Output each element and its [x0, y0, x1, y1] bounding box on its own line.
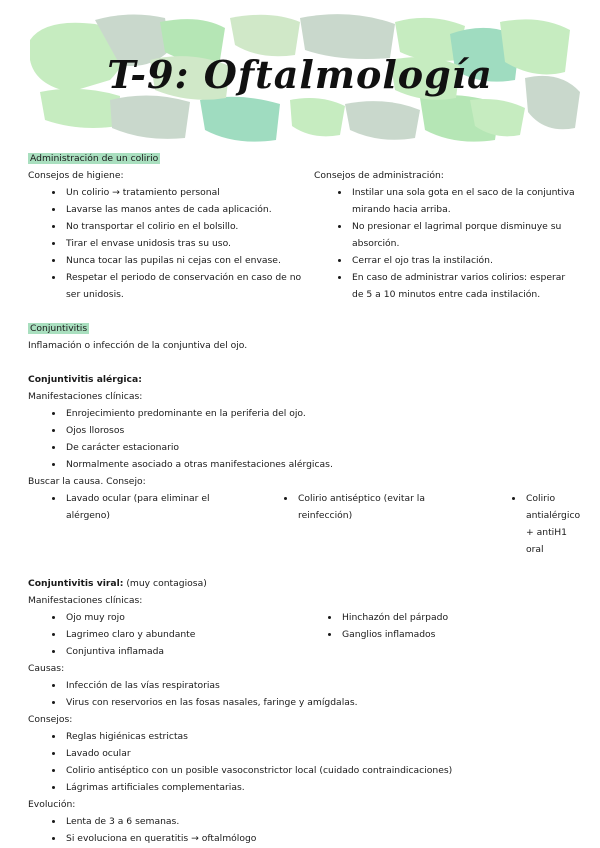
higiene-label: Consejos de higiene: — [28, 170, 124, 181]
viral-causas-list — [28, 677, 576, 711]
list-item: • Conjuntiva inflamada — [64, 643, 300, 660]
viral-consejos-label: Consejos: — [28, 714, 73, 725]
admin-label: Consejos de administración: — [314, 170, 444, 181]
list-item: • Virus con reservorios en las fosas nasales, faringe y amígdalas. — [64, 694, 576, 711]
list-item: • Ojo muy rojo — [64, 609, 300, 626]
viral-causas-label: Causas: — [28, 663, 65, 674]
list-item: • Infección de las vías respiratorias — [64, 677, 576, 694]
viral-consejos-list — [28, 728, 576, 796]
list-item: • Reglas higiénicas estrictas — [64, 728, 576, 745]
list-item: • No presionar el lagrimal porque disminuye su absorción. — [350, 218, 576, 252]
list-item: • Nunca tocar las pupilas ni cejas con el envase. — [64, 252, 314, 269]
list-item: • Ganglios inflamados — [340, 626, 576, 643]
alergica-consejos — [28, 490, 581, 558]
list-item: • Colirio antiséptico con un posible vasoconstrictor local (cuidado contraindicaciones) — [64, 762, 576, 779]
list-item: • Lavarse las manos antes de cada aplicación. — [64, 201, 314, 218]
list-item: • Lágrimas artificiales complementarias. — [64, 779, 576, 796]
alergica-manif-list — [28, 405, 576, 473]
list-item: • Lenta de 3 a 6 semanas. — [64, 813, 576, 830]
alergica-manif-label: Manifestaciones clínicas: — [28, 391, 143, 402]
document-body — [28, 150, 581, 847]
admin-list — [314, 184, 576, 303]
alergica-heading: Conjuntivitis alérgica: — [28, 374, 142, 385]
list-item: • Hinchazón del párpado — [340, 609, 576, 626]
list-item: • Ojos llorosos — [64, 422, 576, 439]
higiene-list — [28, 184, 314, 303]
list-item: • Lavado ocular — [64, 745, 576, 762]
viral-manif-label: Manifestaciones clínicas: — [28, 595, 143, 606]
list-item: • Colirio antiséptico (evitar la reinfección) — [296, 490, 448, 524]
list-item: • Colirio antialérgico + antiH1 oral — [524, 490, 580, 558]
list-item: • Normalmente asociado a otras manifestaciones alérgicas. — [64, 456, 576, 473]
viral-evolucion-label: Evolución: — [28, 799, 76, 810]
list-item: • Enrojecimiento predominante en la periferia del ojo. — [64, 405, 576, 422]
viral-evolucion-list — [28, 813, 576, 847]
list-item: • No transportar el colirio en el bolsillo. — [64, 218, 314, 235]
page-title: T-9: Oftalmología — [107, 52, 493, 97]
list-item: • Respetar el periodo de conservación en caso de no ser unidosis. — [64, 269, 314, 303]
list-item: • De carácter estacionario — [64, 439, 576, 456]
title-banner — [0, 0, 600, 150]
list-item: • Cerrar el ojo tras la instilación. — [350, 252, 576, 269]
viral-heading: Conjuntivitis viral: (muy contagiosa) — [28, 578, 207, 589]
conjuntivitis-definition: Inflamación o infección de la conjuntiva del ojo. — [28, 340, 248, 351]
list-item: • Tirar el envase unidosis tras su uso. — [64, 235, 314, 252]
list-item: • Lagrimeo claro y abundante — [64, 626, 300, 643]
colirio-heading: Administración de un colirio — [30, 153, 159, 164]
list-item: • Un colirio → tratamiento personal — [64, 184, 314, 201]
colirio-section — [28, 167, 576, 303]
list-item: • Si evoluciona en queratitis → oftalmólogo — [64, 830, 576, 847]
viral-manif — [28, 609, 576, 660]
list-item: • En caso de administrar varios colirios: esperar de 5 a 10 minutos entre cada instilación. — [350, 269, 576, 303]
list-item: • Lavado ocular (para eliminar el alérgeno) — [64, 490, 220, 524]
list-item: • Instilar una sola gota en el saco de la conjuntiva mirando hacia arriba. — [350, 184, 576, 218]
alergica-causa-label: Buscar la causa. Consejo: — [28, 476, 146, 487]
conjuntivitis-heading: Conjuntivitis — [30, 323, 88, 334]
